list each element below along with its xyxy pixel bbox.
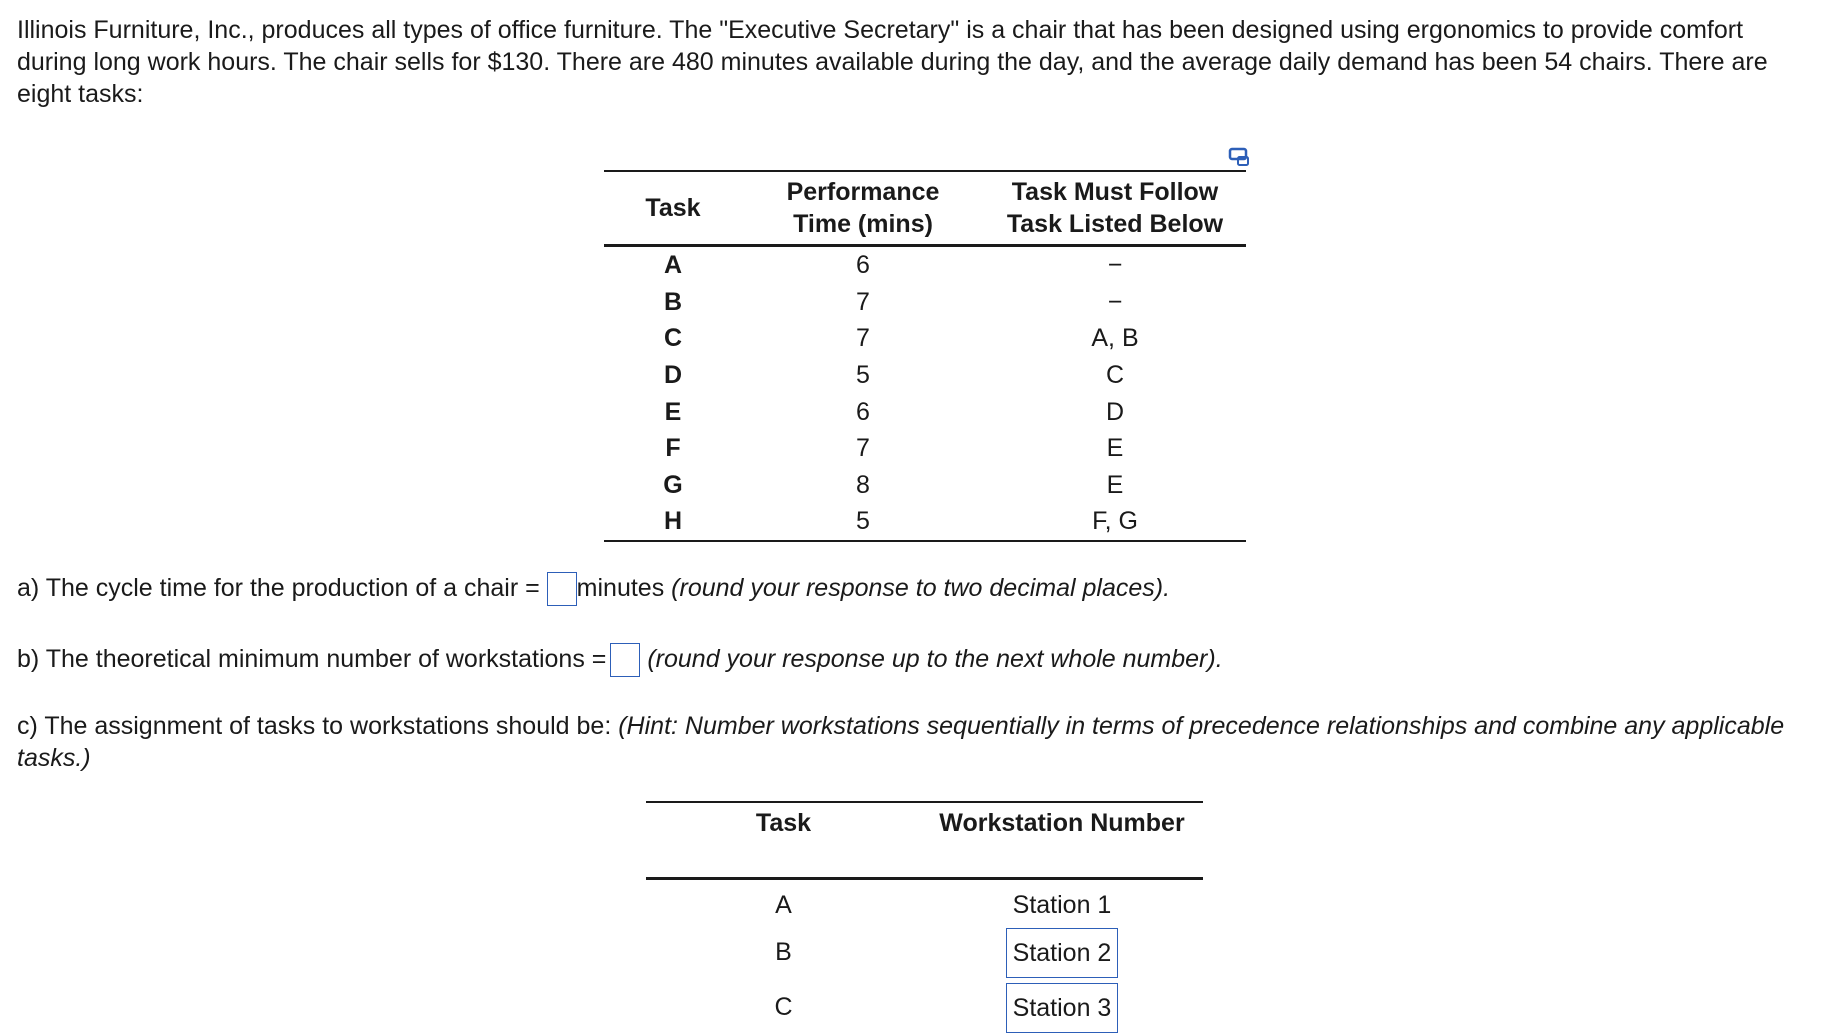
predecessor-cell: E (1106, 434, 1124, 463)
table-rule-bottom (646, 877, 1203, 880)
station-select[interactable]: Station 3 (1006, 983, 1119, 1033)
question-c-hint: (Hint: Number workstations sequentially in terms of precedence relationships and combine any applicable tasks.) (17, 712, 1785, 772)
task-cell: A (775, 891, 792, 919)
header-predecessor: Task Must Follow Task Listed Below (1006, 178, 1224, 238)
question-b-hint: (round your response up to the next whole number). (647, 645, 1223, 673)
question-a-hint: (round your response to two decimal places). (671, 574, 1171, 602)
question-c-prefix: c) The assignment of tasks to workstations should be: (17, 712, 612, 740)
assignment-table (646, 801, 1203, 1031)
header-task: Task (645, 194, 701, 222)
table-row (646, 984, 1203, 1031)
table-row (604, 357, 1246, 394)
time-cell: 7 (856, 287, 870, 316)
question-b (17, 643, 1223, 677)
predecessor-cell: C (1105, 361, 1125, 390)
time-cell: 5 (856, 361, 870, 390)
task-cell: A (663, 251, 683, 280)
table-row (604, 430, 1246, 467)
question-a-prefix: a) The cycle time for the production of a chair = (17, 574, 540, 602)
task-cell: G (663, 470, 683, 499)
table-row (604, 246, 1246, 284)
predecessor-cell: A, B (1091, 324, 1139, 353)
table-row (604, 284, 1246, 321)
predecessor-cell: F, G (1092, 507, 1138, 536)
time-cell: 7 (856, 324, 870, 353)
problem-intro: Illinois Furniture, Inc., produces all types of office furniture. The "Executive Secretary" is a chair that has been designed using ergonomics to provide comfort during long work hours. The chair sells for $130. There are 480 minutes available during the day, and the average daily demand has been 54 chairs. There are eight tasks: (17, 16, 1768, 108)
task-cell: C (663, 324, 683, 353)
time-cell: 6 (856, 251, 870, 280)
cycle-time-input[interactable] (547, 572, 577, 606)
assignment-header (646, 803, 1203, 877)
min-workstations-input[interactable] (610, 643, 640, 677)
question-a-unit: minutes (576, 574, 665, 602)
copy-icon[interactable] (1228, 146, 1252, 168)
task-table (604, 170, 1246, 542)
predecessor-cell: − (1107, 287, 1123, 316)
task-cell: C (774, 993, 793, 1021)
predecessor-cell: − (1107, 251, 1123, 280)
question-a (17, 572, 1170, 606)
header-performance-time: Performance Time (mins) (786, 178, 940, 238)
task-cell: B (663, 287, 683, 316)
time-cell: 5 (856, 507, 870, 536)
task-cell: D (663, 361, 683, 390)
table-row (604, 503, 1246, 541)
time-cell: 6 (856, 397, 870, 426)
table-row (646, 882, 1203, 929)
question-c (17, 710, 1797, 774)
table-row (604, 320, 1246, 357)
table-row (604, 467, 1246, 504)
table-row (604, 393, 1246, 430)
header-task: Task (755, 809, 812, 837)
table-row (646, 929, 1203, 976)
time-cell: 8 (856, 470, 870, 499)
predecessor-cell: E (1106, 470, 1124, 499)
time-cell: 7 (856, 434, 870, 463)
task-cell: H (663, 507, 683, 536)
task-cell: E (664, 397, 682, 426)
predecessor-cell: D (1105, 397, 1125, 426)
header-workstation-number: Workstation Number (939, 809, 1185, 837)
question-b-prefix: b) The theoretical minimum number of workstations = (17, 645, 607, 673)
task-cell: F (665, 434, 681, 463)
station-value: Station 1 (1012, 891, 1112, 919)
task-cell: B (775, 938, 792, 966)
station-select[interactable]: Station 2 (1006, 928, 1119, 978)
